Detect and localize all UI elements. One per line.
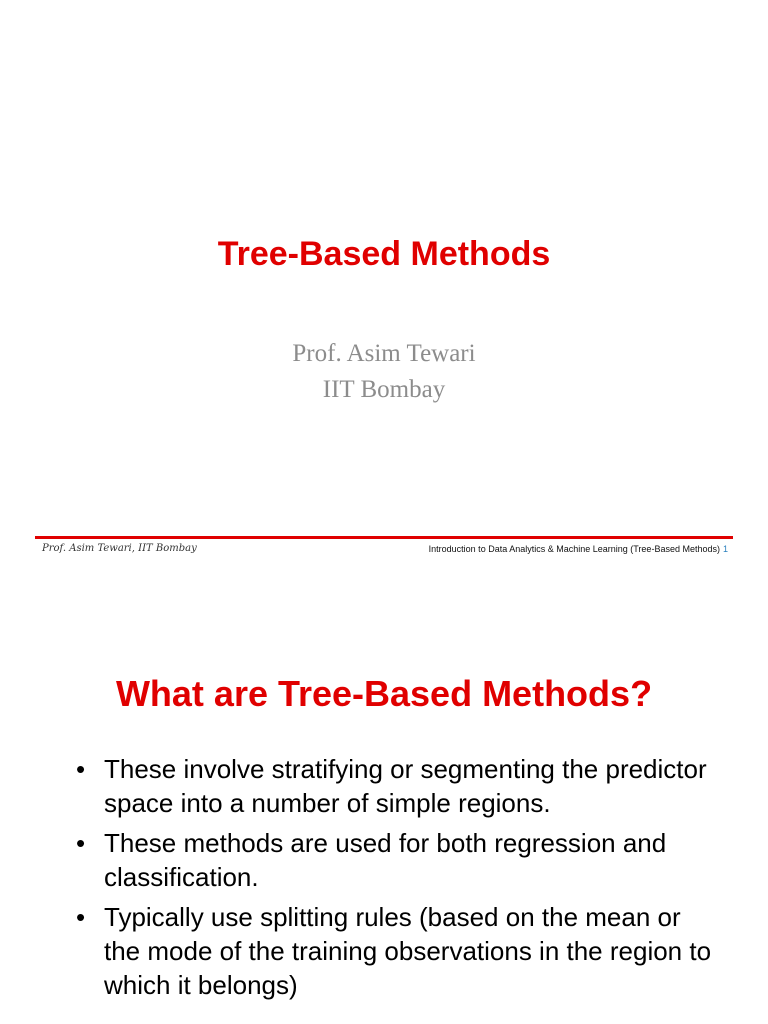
footer-divider (35, 536, 733, 539)
content-slide (0, 576, 768, 1024)
bullet-list (76, 752, 716, 1008)
institution-name: IIT Bombay (322, 376, 446, 403)
slide-heading: What are Tree-Based Methods? (115, 673, 653, 714)
bullet-icon: • (76, 902, 86, 932)
bullet-text: These involve stratifying or segmenting the predictor space into a number of simple regions. (104, 754, 707, 818)
bullet-text: Typically use splitting rules (based on the mean or the mode of the training observations in the region to which it belongs) (104, 902, 712, 1000)
footer-course (429, 542, 728, 556)
bullet-item (76, 900, 716, 1002)
footer-author: Prof. Asim Tewari, IIT Bombay (42, 543, 197, 554)
bullet-text: These methods are used for both regression and classification. (104, 828, 667, 892)
bullet-icon: • (76, 828, 86, 858)
bullet-item (76, 826, 716, 894)
footer-course-title: Introduction to Data Analytics & Machine Learning (Tree-Based Methods) (428, 544, 720, 554)
author-name: Prof. Asim Tewari (292, 340, 476, 367)
bullet-icon: • (76, 754, 86, 784)
bullet-item (76, 752, 716, 820)
slide-title: Tree-Based Methods (217, 235, 551, 273)
page-number: 1 (722, 544, 728, 554)
